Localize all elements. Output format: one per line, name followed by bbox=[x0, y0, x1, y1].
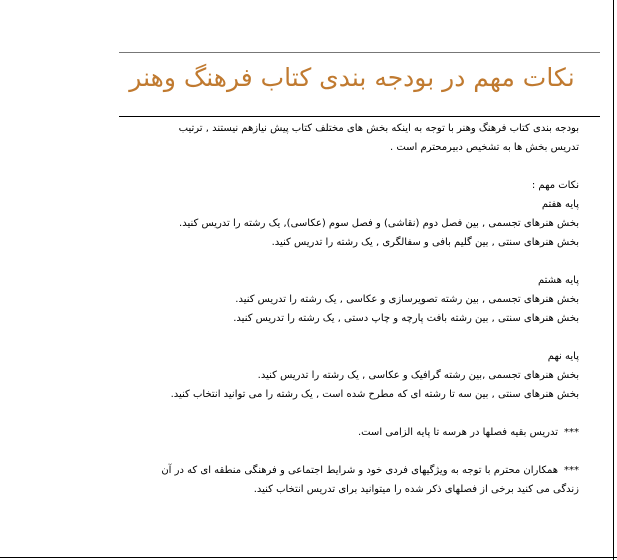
important-heading: نکات مهم : bbox=[531, 180, 579, 191]
page-border-right bbox=[613, 0, 614, 560]
page-border-bottom bbox=[0, 557, 617, 558]
title-rule-top bbox=[119, 52, 600, 53]
intro-line-1: بودجه بندی کتاب فرهنگ وهنر با توجه به اینکه بخش های مختلف کتاب پیش نیازهم نیستند , ترتیب bbox=[178, 123, 579, 134]
grade8-line-1: بخش هنرهای تجسمی , بین رشته تصویرسازی و عکاسی , یک رشته را تدریس کنید. bbox=[235, 294, 579, 305]
grade8-heading: پایه هشتم bbox=[537, 275, 579, 286]
grade7-line-1: بخش هنرهای تجسمی , بین فصل دوم (نقاشی) و فصل سوم (عکاسی), یک رشته را تدریس کنید. bbox=[179, 218, 579, 229]
note2-bullet: *** bbox=[564, 465, 579, 476]
note2-text-1: همکاران محترم با توجه به ویژگیهای فردی خود و شرایط اجتماعی و فرهنگی منطقه ای که در آن bbox=[161, 465, 558, 476]
grade9-heading: پایه نهم bbox=[547, 351, 579, 362]
intro-line-2: تدریس بخش ها به تشخیص دبیرمحترم است . bbox=[390, 142, 579, 153]
grade7-line-2: بخش هنرهای سنتی , بین گلیم بافی و سفالگری , یک رشته را تدریس کنید. bbox=[271, 237, 579, 248]
note2-line-2: زندگی می کنید برخی از فصلهای ذکر شده را میتوانید برای تدریس انتخاب کنید. bbox=[253, 484, 579, 495]
grade7-heading: پایه هفتم bbox=[541, 199, 579, 210]
note2-line-1 bbox=[109, 461, 579, 480]
grade9-line-1: بخش هنرهای تجسمی ,بین رشته گرافیک و عکاسی , یک رشته را تدریس کنید. bbox=[257, 370, 579, 381]
document-body bbox=[109, 119, 579, 499]
page-title: نکات مهم در بودجه بندی کتاب فرهنگ وهنر bbox=[129, 63, 575, 92]
title-rule-bottom bbox=[119, 116, 600, 117]
note1-text: تدریس بقیه فصلها در هرسه تا پایه الزامی است. bbox=[357, 427, 558, 438]
grade8-line-2: بخش هنرهای سنتی , بین رشته بافت پارچه و چاپ دستی , یک رشته را تدریس کنید. bbox=[233, 313, 579, 324]
note1-bullet: *** bbox=[564, 427, 579, 438]
grade9-line-2: بخش هنرهای سنتی , بین سه تا رشته ای که مطرح شده است , یک رشته را می توانید انتخاب کنید. bbox=[170, 389, 579, 400]
note1 bbox=[109, 423, 579, 442]
